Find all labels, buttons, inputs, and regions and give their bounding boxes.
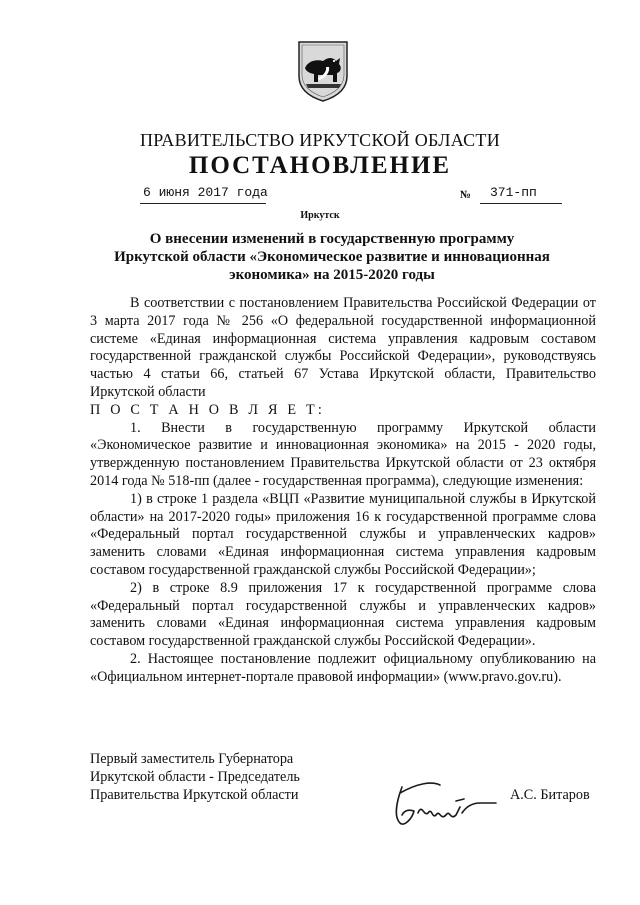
city-name: Иркутск xyxy=(300,210,340,221)
document-title xyxy=(110,230,554,284)
signer-position-line: Иркутской области - Председатель xyxy=(90,768,300,785)
document-body xyxy=(90,295,596,687)
signer-name: А.С. Битаров xyxy=(510,787,590,803)
decree-word: П О С Т А Н О В Л Я Е Т: xyxy=(90,401,325,418)
item-2-paragraph: 2. Настоящее постановление подлежит официальному опубликованию на «Официальном интернет-портале правовой информации» (www.pravo.gov.ru). xyxy=(90,650,596,685)
government-name: ПРАВИТЕЛЬСТВО ИРКУТСКОЙ ОБЛАСТИ xyxy=(139,130,501,150)
handwritten-signature-icon xyxy=(388,773,504,829)
item-1-subitem-1: 1) в строке 1 раздела «ВЦП «Развитие муниципальной службы в Иркутской области» на 2017-2020 годы» приложения 16 к государственной программе слова «Федеральный портал государственной службы и управленческих кадров» заменить словами «Единая информационная система управления кадровым составом государственной гражданской службы Российской Федерации»; xyxy=(90,490,596,578)
title-line: экономика» на 2015-2020 годы xyxy=(229,267,435,283)
title-line: Иркутской области «Экономическое развитие и инновационная xyxy=(114,249,550,265)
number-underline xyxy=(480,203,562,204)
irkutsk-coat-of-arms-icon xyxy=(296,40,350,102)
signer-position-line: Первый заместитель Губернатора xyxy=(90,751,294,767)
preamble-paragraph: В соответствии с постановлением Правительства Российской Федерации от 3 марта 2017 года № 256 «О федеральной государственной информационной системе «Единая информационная система управления кадровым составом государственной гражданской службы Российской Федерации», руководствуясь частью 4 статьи 66, статьей 67 Устава Иркутской области, Правительство Иркутской области xyxy=(90,295,596,400)
title-line: О внесении изменений в государственную программу xyxy=(149,231,515,247)
signer-position xyxy=(90,751,300,804)
item-1-paragraph: 1. Внести в государственную программу Иркутской области «Экономическое развитие и инновационная экономика» на 2015 - 2020 годы, утвержденную постановлением Правительства Иркутской области от 23 октября 2014 года № 518-пп (далее - государственная программа), следующие изменения: xyxy=(90,419,596,489)
date-underline xyxy=(140,203,266,204)
item-1-subitem-2: 2) в строке 8.9 приложения 17 к государственной программе слова «Федеральный портал государственной службы и управленческих кадров» заменить словами «Единая информационная система управления кадровым составом государственной гражданской службы Российской Федерации». xyxy=(90,579,596,650)
document-date: 6 июня 2017 года xyxy=(143,185,268,200)
signer-position-line: Правительства Иркутской области xyxy=(90,786,299,803)
document-type-heading: ПОСТАНОВЛЕНИЕ xyxy=(188,152,452,179)
number-label: № xyxy=(460,189,472,201)
document-number: 371-пп xyxy=(490,185,537,200)
